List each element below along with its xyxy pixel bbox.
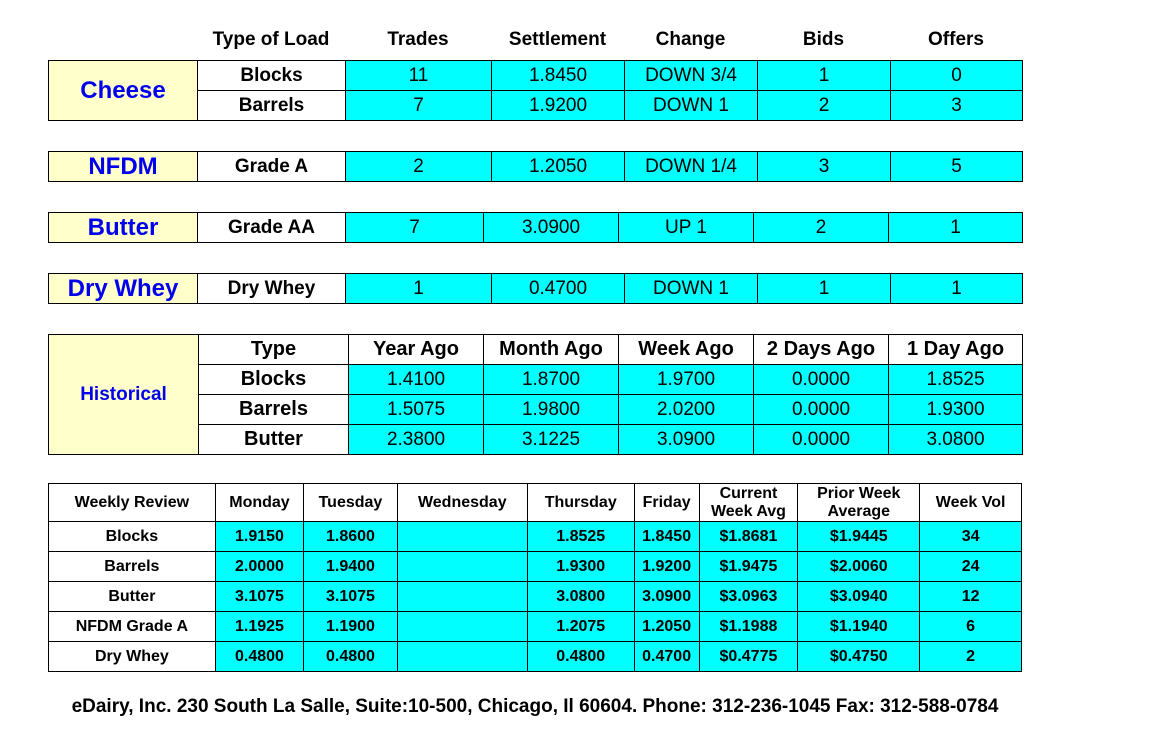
table-row: Dry Whey Dry Whey 1 0.4700 DOWN 1 1 1 [49,274,1023,304]
table-cell [397,522,527,552]
historical-table [48,334,1023,455]
col-type-of-load: Type of Load [212,29,330,50]
nfdm-label: NFDM [49,152,198,182]
table-cell: 1.9300 [527,552,634,582]
market-header [48,26,1022,54]
table-row: Butter 2.3800 3.1225 3.0900 0.0000 3.0800 [49,425,1023,455]
table-cell: 1.2050 [634,612,699,642]
table-cell: 3.1075 [215,582,303,612]
row-label: NFDM Grade A [49,612,216,642]
row-label: Blocks [49,522,216,552]
table-cell [397,582,527,612]
table-row: NFDM Grade A 2 1.2050 DOWN 1/4 3 5 [49,152,1023,182]
dry-whey-table [48,273,1023,304]
table-row: Barrels 1.5075 1.9800 2.0200 0.0000 1.9300 [49,395,1023,425]
table-row [49,612,1022,642]
table-cell: 24 [920,552,1022,582]
table-cell [397,552,527,582]
col-change: Change [655,29,726,50]
table-cell: 2 [920,642,1022,672]
col-bids: Bids [802,29,845,50]
table-cell: $1.1988 [699,612,798,642]
table-cell: 3.1075 [304,582,398,612]
weekly-review-table [48,483,1022,672]
table-cell: 0.4800 [215,642,303,672]
row-label: Barrels [49,552,216,582]
table-cell: 0.4800 [304,642,398,672]
table-cell: 0.4700 [634,642,699,672]
table-cell: 2.0000 [215,552,303,582]
dry-whey-label: Dry Whey [49,274,198,304]
table-cell: 1.9200 [634,552,699,582]
butter-label: Butter [49,213,198,243]
col-offers: Offers [928,29,984,50]
table-cell: $3.0963 [699,582,798,612]
cheese-label: Cheese [49,61,198,121]
table-cell: 1.8525 [527,522,634,552]
table-cell [397,642,527,672]
table-cell: $3.0940 [798,582,920,612]
table-cell: $0.4775 [699,642,798,672]
table-row: Butter Grade AA 7 3.0900 UP 1 2 1 [49,213,1023,243]
table-row: Blocks 1.4100 1.8700 1.9700 0.0000 1.8525 [49,365,1023,395]
row-label: Butter [49,582,216,612]
table-row: Historical Type Year Ago Month Ago Week Ago 2 Days Ago 1 Day Ago [49,335,1023,365]
table-cell: $1.8681 [699,522,798,552]
table-row: Cheese Blocks 11 1.8450 DOWN 3/4 1 0 [49,61,1023,91]
col-settlement: Settlement [508,29,607,50]
historical-label: Historical [49,335,199,455]
table-cell: 12 [920,582,1022,612]
table-cell: 3.0800 [527,582,634,612]
table-row: Weekly Review Monday Tuesday Wednesday Thursday Friday Current Week Avg Prior Week Average Week Vol [49,484,1022,522]
col-trades: Trades [387,29,449,50]
table-cell: 1.1900 [304,612,398,642]
table-cell: 1.9150 [215,522,303,552]
table-row: Barrels 7 1.9200 DOWN 1 2 3 [49,91,1023,121]
butter-table [48,212,1023,243]
table-row [49,642,1022,672]
table-cell: 6 [920,612,1022,642]
nfdm-table [48,151,1023,182]
table-cell: 34 [920,522,1022,552]
table-cell: $1.9475 [699,552,798,582]
table-cell: 1.9400 [304,552,398,582]
table-cell: 0.4800 [527,642,634,672]
table-row [49,582,1022,612]
table-cell: 3.0900 [634,582,699,612]
table-cell: $1.1940 [798,612,920,642]
table-cell: $1.9445 [798,522,920,552]
table-cell: 1.2075 [527,612,634,642]
table-row [49,552,1022,582]
table-cell: $2.0060 [798,552,920,582]
table-cell [397,612,527,642]
table-cell: $0.4750 [798,642,920,672]
cheese-table [48,60,1023,121]
table-row [49,522,1022,552]
footer-contact: eDairy, Inc. 230 South La Salle, Suite:10-500, Chicago, Il 60604. Phone: 312-236-1045 Fax: 312-588-0784 [71,696,999,717]
table-cell: 1.1925 [215,612,303,642]
table-cell: 1.8600 [304,522,398,552]
row-label: Dry Whey [49,642,216,672]
table-cell: 1.8450 [634,522,699,552]
